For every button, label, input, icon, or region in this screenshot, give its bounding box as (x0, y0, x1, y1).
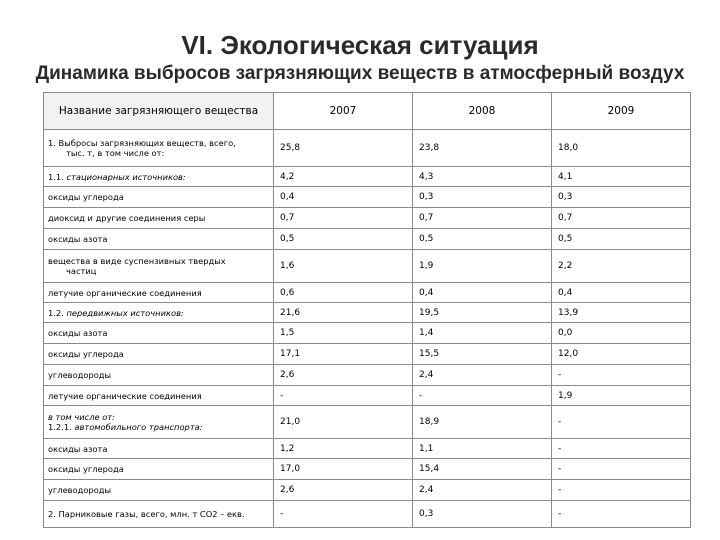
page-subtitle: Динамика выбросов загрязняющих веществ в атмосферный воздух (35, 63, 685, 84)
row-name: оксиды углерода (44, 187, 274, 208)
table-row (44, 130, 691, 167)
row-name-cell (44, 167, 274, 187)
value-2008: 1,9 (413, 250, 552, 283)
value-2009: 18,0 (552, 130, 691, 167)
value-2008: 2,4 (413, 365, 552, 386)
value-2007: 1,5 (274, 323, 413, 344)
value-2008: 15,5 (413, 344, 552, 365)
table-row (44, 344, 691, 365)
value-2008: 23,8 (413, 130, 552, 167)
value-2009: 0,5 (552, 229, 691, 250)
row-name: 2. Парниковые газы, всего, млн. т СО2 – екв. (44, 501, 274, 528)
row-name-cell (44, 250, 274, 283)
row-name: оксиды углерода (44, 344, 274, 365)
table-row (44, 187, 691, 208)
header-year-2008: 2008 (413, 93, 552, 130)
value-2008: 2,4 (413, 480, 552, 501)
value-2007: 17,0 (274, 459, 413, 480)
row-name: стационарных источников: (66, 171, 186, 182)
value-2007: 1,6 (274, 250, 413, 283)
table-row (44, 167, 691, 187)
value-2008: 0,3 (413, 187, 552, 208)
value-2007: 2,6 (274, 480, 413, 501)
value-2007: 4,2 (274, 167, 413, 187)
table-row (44, 501, 691, 528)
value-2008: 0,4 (413, 283, 552, 303)
table-header-row (44, 93, 691, 130)
value-2009: 0,0 (552, 323, 691, 344)
table-row (44, 365, 691, 386)
row-name: оксиды углерода (44, 459, 274, 480)
row-name-line2: тыс. т, в том числе от: (66, 148, 165, 158)
row-prefix: 1.2.1. (48, 422, 72, 432)
row-name-line1: 1. Выбросы загрязняющих веществ, всего, (48, 138, 236, 148)
value-2008: 19,5 (413, 303, 552, 323)
header-year-2009: 2009 (552, 93, 691, 130)
emissions-table (43, 92, 691, 528)
value-2009: 0,4 (552, 283, 691, 303)
row-name-line2: автомобильного транспорта: (74, 422, 203, 432)
value-2009: 0,3 (552, 187, 691, 208)
value-2008: 15,4 (413, 459, 552, 480)
table-row (44, 459, 691, 480)
value-2008: - (413, 386, 552, 406)
row-name-cell (44, 303, 274, 323)
value-2009: - (552, 501, 691, 528)
value-2007: 0,4 (274, 187, 413, 208)
row-name: углеводороды (44, 480, 274, 501)
value-2007: - (274, 501, 413, 528)
value-2008: 18,9 (413, 406, 552, 439)
row-name: летучие органические соединения (44, 283, 274, 303)
table-row (44, 283, 691, 303)
value-2008: 1,4 (413, 323, 552, 344)
table-row (44, 386, 691, 406)
table-row (44, 303, 691, 323)
page-title: VI. Экологическая ситуация (181, 30, 539, 60)
value-2007: 21,6 (274, 303, 413, 323)
value-2009: - (552, 439, 691, 459)
header-substance-name: Название загрязняющего вещества (44, 93, 274, 130)
value-2007: 25,8 (274, 130, 413, 167)
value-2007: 1,2 (274, 439, 413, 459)
value-2007: 2,6 (274, 365, 413, 386)
row-name: летучие органические соединения (44, 386, 274, 406)
value-2009: 1,9 (552, 386, 691, 406)
row-name-cell (44, 406, 274, 439)
value-2009: 2,2 (552, 250, 691, 283)
row-name-line1: вещества в виде суспензивных твердых (48, 256, 226, 266)
value-2007: 21,0 (274, 406, 413, 439)
row-name: оксиды азота (44, 439, 274, 459)
value-2009: - (552, 459, 691, 480)
row-name: диоксид и другие соединения серы (44, 208, 274, 229)
table-row (44, 406, 691, 439)
table-row (44, 323, 691, 344)
table-row (44, 229, 691, 250)
table-row (44, 250, 691, 283)
value-2009: 13,9 (552, 303, 691, 323)
value-2007: - (274, 386, 413, 406)
value-2007: 0,5 (274, 229, 413, 250)
value-2007: 0,7 (274, 208, 413, 229)
row-name-line2: частиц (66, 266, 97, 276)
row-prefix: 1.1. (48, 171, 64, 182)
row-name-cell (44, 130, 274, 167)
value-2009: 4,1 (552, 167, 691, 187)
value-2009: 12,0 (552, 344, 691, 365)
header-year-2007: 2007 (274, 93, 413, 130)
value-2008: 0,7 (413, 208, 552, 229)
row-prefix: 1.2. (48, 307, 64, 318)
value-2009: - (552, 365, 691, 386)
row-name: углеводороды (44, 365, 274, 386)
row-name-line1: в том числе от: (48, 412, 115, 422)
value-2008: 1,1 (413, 439, 552, 459)
value-2009: - (552, 480, 691, 501)
table-row (44, 480, 691, 501)
row-name: оксиды азота (44, 323, 274, 344)
table-row (44, 439, 691, 459)
row-name: передвижных источников: (66, 307, 184, 318)
value-2008: 0,3 (413, 501, 552, 528)
value-2008: 4,3 (413, 167, 552, 187)
value-2008: 0,5 (413, 229, 552, 250)
row-name: оксиды азота (44, 229, 274, 250)
value-2009: 0,7 (552, 208, 691, 229)
value-2007: 17,1 (274, 344, 413, 365)
value-2009: - (552, 406, 691, 439)
table-row (44, 208, 691, 229)
value-2007: 0,6 (274, 283, 413, 303)
